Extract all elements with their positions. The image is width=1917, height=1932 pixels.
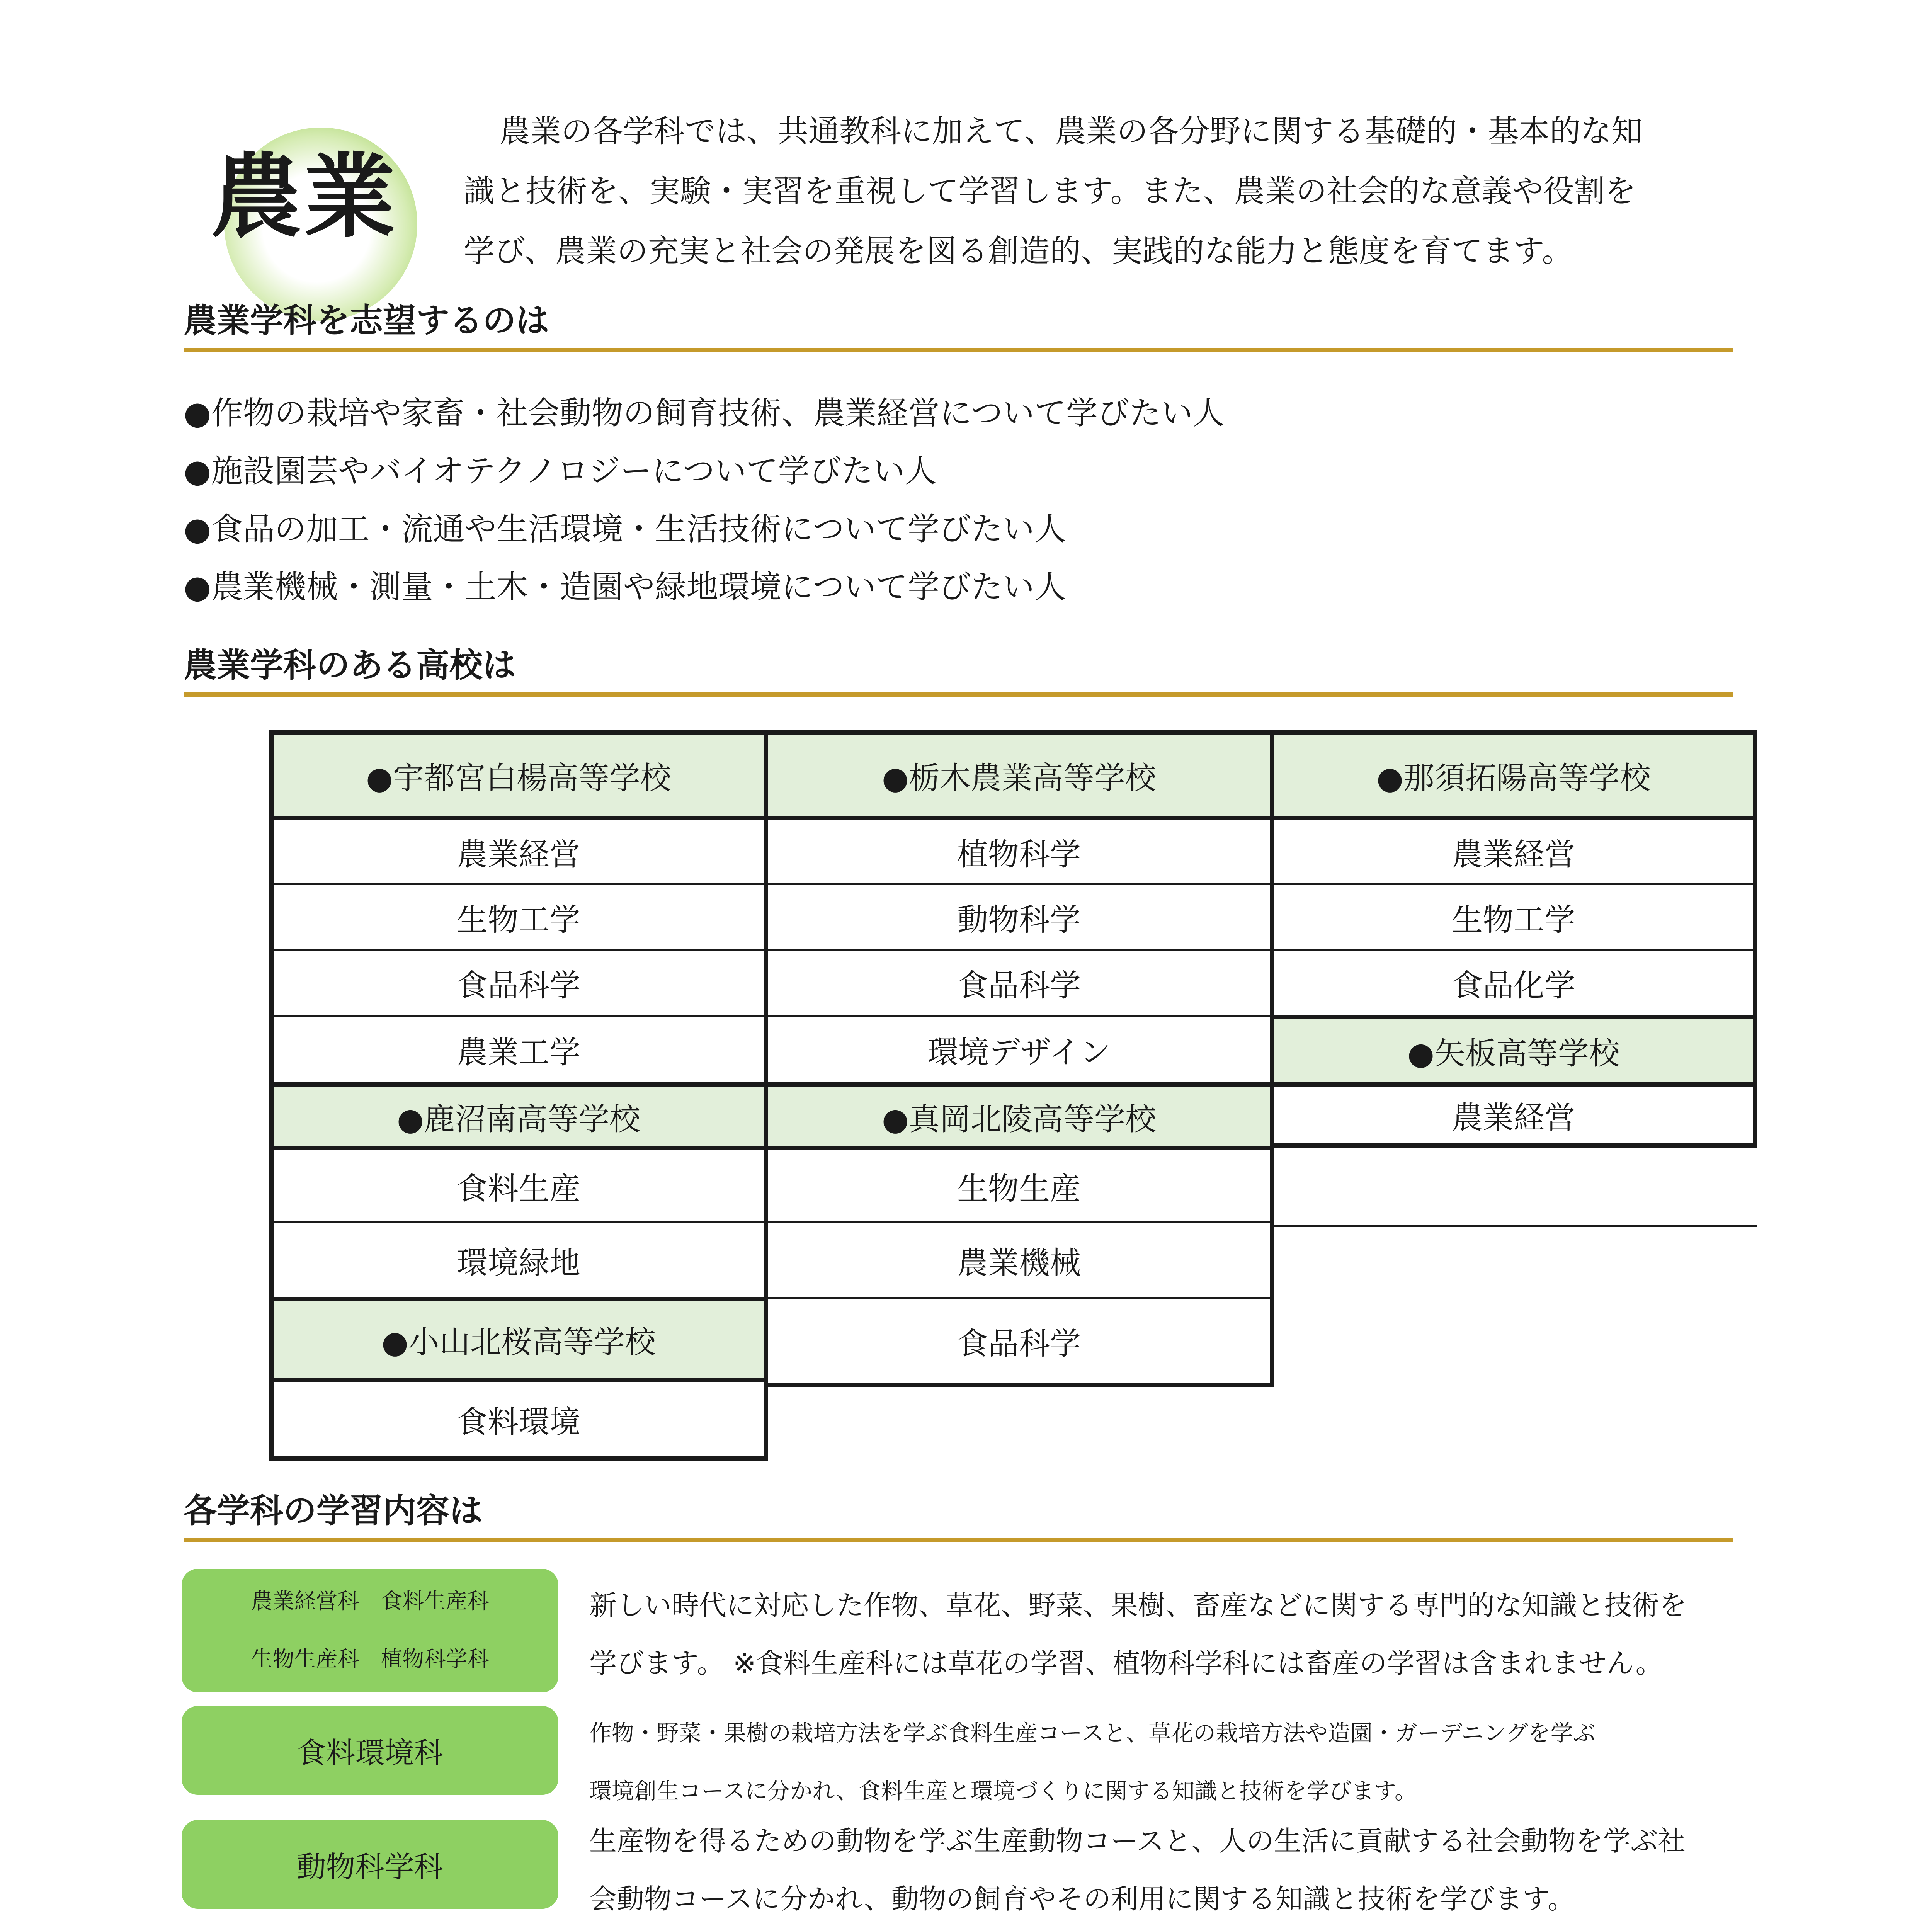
table-divider-line	[1274, 1225, 1757, 1227]
table-cell: 農業経営	[1274, 816, 1753, 883]
list-item: ●食品の加工・流通や生活環境・生活技術について学びたい人	[184, 511, 1066, 548]
list-item: ●作物の栽培や家畜・社会動物の飼育技術、農業経営について学びたい人	[184, 395, 1225, 432]
table-cell: 生物生産	[768, 1146, 1270, 1221]
table-cell: 動物科学	[768, 883, 1270, 949]
school-name-nasu-takuyo: ●那須拓陽高等学校	[1274, 735, 1753, 816]
school-name-moka-hokuryo: ●真岡北陵高等学校	[768, 1082, 1270, 1146]
dept-label: 食料環境科	[296, 1735, 444, 1770]
school-name-utsunomiya-hakuyo: ●宇都宮白楊高等学校	[274, 735, 764, 816]
list-item: ●施設園芸やバイオテクノロジーについて学びたい人	[184, 453, 937, 490]
desc-line: 新しい時代に対応した作物、草花、野菜、果樹、畜産などに関する専門的な知識と技術を	[589, 1589, 1687, 1621]
dept-label: 動物科学科	[296, 1849, 444, 1884]
page-title: 農業	[211, 144, 398, 250]
dept-label: 農業経営科 食料生産科	[251, 1589, 489, 1614]
school-column-3	[1270, 730, 1757, 1148]
desc-line: 作物・野菜・果樹の栽培方法を学ぶ食料生産コースと、草花の栽培方法や造園・ガーデニングを学ぶ	[589, 1720, 1596, 1746]
dept-description	[589, 1812, 1749, 1928]
desc-line: 学びます。 ※食料生産科には草花の学習、植物科学科には畜産の学習は含まれません。	[589, 1647, 1663, 1679]
aspire-list	[184, 384, 1729, 616]
intro-line: 学び、農業の充実と社会の発展を図る創造的、実践的な能力と態度を育てます。	[464, 233, 1573, 269]
school-column-1	[269, 730, 768, 1461]
table-cell: 農業経営	[1274, 1082, 1753, 1143]
intro-line: 農業の各学科では、共通教科に加えて、農業の各分野に関する基礎的・基本的な知	[499, 113, 1643, 149]
table-cell: 農業機械	[768, 1221, 1270, 1297]
list-item: ●農業機械・測量・土木・造園や緑地環境について学びたい人	[184, 569, 1066, 605]
table-cell: 植物科学	[768, 816, 1270, 883]
school-name-oyama-hokuo: ●小山北桜高等学校	[274, 1297, 764, 1378]
section-heading-aspire: 農業学科を志望するのは	[184, 301, 1733, 352]
school-name-kanuma-minami: ●鹿沼南高等学校	[274, 1082, 764, 1146]
school-column-2	[764, 730, 1274, 1387]
school-name-yaita: ●矢板高等学校	[1274, 1015, 1753, 1082]
dept-description	[589, 1704, 1749, 1820]
table-cell: 食品科学	[768, 1297, 1270, 1383]
table-cell: 生物工学	[274, 883, 764, 949]
table-cell: 食料生産	[274, 1146, 764, 1221]
table-cell: 生物工学	[1274, 883, 1753, 949]
dept-button-agri-management-group[interactable]	[182, 1569, 558, 1692]
dept-description	[589, 1577, 1749, 1692]
table-cell: 食品化学	[1274, 949, 1753, 1015]
section-heading-schools: 農業学科のある高校は	[184, 646, 1733, 697]
table-cell: 環境緑地	[274, 1221, 764, 1297]
intro-line: 識と技術を、実験・実習を重視して学習します。また、農業の社会的な意義や役割を	[464, 173, 1636, 209]
dept-label: 生物生産科 植物科学科	[251, 1647, 489, 1672]
desc-line: 環境創生コースに分かれ、食料生産と環境づくりに関する知識と技術を学びます。	[589, 1778, 1417, 1804]
desc-line	[589, 1928, 1749, 1932]
table-cell: 食品科学	[768, 949, 1270, 1015]
section-heading-contents: 各学科の学習内容は	[184, 1492, 1733, 1542]
desc-line: 会動物コースに分かれ、動物の飼育やその利用に関する知識と技術を学びます。	[589, 1883, 1575, 1915]
table-cell: 食料環境	[274, 1378, 764, 1456]
table-cell: 農業経営	[274, 816, 764, 883]
dept-button-animal-science[interactable]	[182, 1820, 558, 1909]
table-cell: 環境デザイン	[768, 1015, 1270, 1082]
desc-line: 生産物を得るための動物を学ぶ生産動物コースと、人の生活に貢献する社会動物を学ぶ社	[589, 1825, 1686, 1857]
school-name-tochigi-nogyo: ●栃木農業高等学校	[768, 735, 1270, 816]
dept-description	[589, 1928, 1749, 1932]
dept-button-food-environment[interactable]	[182, 1706, 558, 1795]
intro-paragraph	[464, 101, 1754, 281]
table-cell: 食品科学	[274, 949, 764, 1015]
table-cell: 農業工学	[274, 1015, 764, 1082]
